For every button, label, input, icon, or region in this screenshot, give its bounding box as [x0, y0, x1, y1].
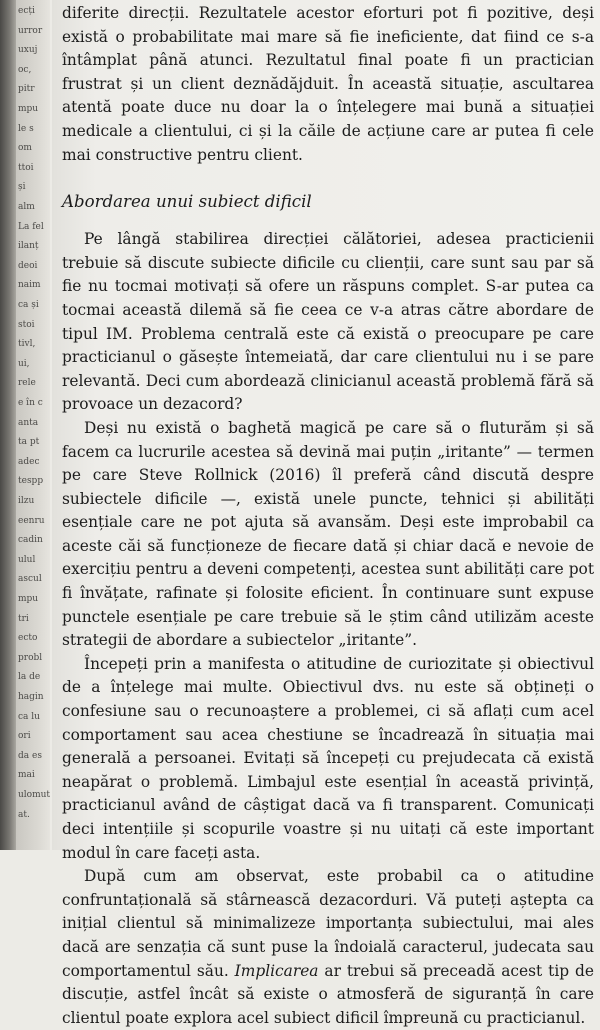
margin-fragment: hagin	[18, 692, 44, 702]
paragraph-4-text-before: După cum am observat, este probabil ca o atitudine confruntațională să stârnească dezacorduri. Vă puteți aștepta ca inițial clientul să minimalizeze importanța subiectului, mai ales dacă are senzația că sunt puse la îndoială caracterul, judecata sau comportamentul său.	[62, 867, 594, 980]
margin-fragment: urror	[18, 25, 43, 36]
page-content	[62, 2, 594, 1030]
margin-fragment: deoi	[18, 260, 38, 271]
margin-fragment: ui,	[18, 358, 30, 369]
margin-fragment: probl	[18, 652, 43, 663]
margin-fragment: uxuj	[18, 45, 38, 56]
margin-fragment: da es	[18, 750, 42, 761]
margin-fragment: at.	[18, 809, 30, 820]
margin-fragment: mpu	[18, 594, 39, 604]
margin-fragment: anta	[18, 417, 39, 428]
margin-fragment: tri	[18, 613, 29, 624]
margin-fragment: om	[18, 143, 32, 154]
margin-fragment: naim	[18, 280, 41, 291]
paragraph-4-emphasis: Implicarea	[234, 961, 319, 980]
margin-fragment: ta pt	[18, 437, 40, 448]
margin-fragment: tespp	[18, 476, 44, 487]
book-spine-shadow	[0, 0, 16, 850]
paragraph-3: Începeți prin a manifesta o atitudine de curiozitate și obiectivul de a înțelege mai multe. Obiectivul dvs. nu este să obțineți o confesiune sau o recunoaștere a problemei, ci să aflați cum acel comportament sau acea chestiune se încadrează în situația mai generală a persoanei. Evitați să începeți cu prejudecata că există neapărat o problemă. Limbajul este esențial în această privință, practicianul având de câștigat dacă va fi transparent. Comunicați deci intențiile și scopurile voastre și nu uitați că este important modul în care faceți asta.	[62, 654, 594, 862]
section-heading: Abordarea unui subiect dificil	[62, 192, 312, 212]
margin-fragment: la de	[18, 672, 41, 683]
margin-fragment: ca și	[18, 300, 39, 310]
previous-page-margin	[16, 0, 50, 850]
margin-fragment: rele	[18, 378, 36, 389]
margin-fragment: cadin	[18, 535, 43, 546]
margin-fragment: le s	[18, 123, 34, 134]
margin-fragment: ecto	[18, 633, 38, 644]
paragraph-4-text-after: ar trebui să preceadă acest tip de discuție, astfel încât să existe o atmosferă de siguranță în care clientul poate explora acel subiect dificil împreună cu practicianul.	[62, 961, 594, 1027]
margin-fragment: tivl,	[18, 339, 36, 350]
margin-fragment: ascul	[18, 574, 42, 585]
margin-fragment: ulomut	[18, 790, 50, 800]
margin-fragment: mpu	[18, 104, 39, 114]
margin-fragment: ecți	[18, 6, 35, 16]
book-page	[52, 0, 600, 1027]
margin-fragment: ori	[18, 731, 31, 742]
margin-fragment: e în c	[18, 398, 43, 408]
margin-fragment: ttoi	[18, 162, 34, 173]
margin-fragment: ilzu	[18, 496, 35, 506]
margin-fragment: alm	[18, 202, 35, 212]
margin-fragment: mai	[18, 770, 35, 781]
margin-fragment: oc,	[18, 64, 32, 75]
margin-fragment: adec	[18, 456, 40, 467]
paragraph-intro: diferite direcții. Rezultatele acestor eforturi pot fi pozitive, deși există o probabilitate mai mare să fie ineficiente, dat fiind ce s-a întâmplat până atunci. Rezultatul final poate fi un practician frustrat și un client deznădăjduit. În această situație, ascultarea atentă poate duce nu doar la o înțelegere mai bună a situației medicale a clientului, ci și la căile de acțiune care ar putea fi cele mai constructive pentru client.	[62, 4, 594, 164]
margin-fragment: ilanț	[18, 241, 39, 252]
margin-fragment: pitr	[18, 84, 35, 95]
paragraph-1: Pe lângă stabilirea direcției călătoriei, adesea practicienii trebuie să discute subiecte dificile cu clienții, care sunt sau par să fie nu tocmai motivați să ofere un răspuns complet. S-ar putea ca tocmai această dilemă să fie ceea ce v-a atras către abordare de tipul IM. Problema centrală este că există o preocupare pe care practicianul o găsește întemeiată, dar care clientului nu i se pare relevantă. Deci cum abordează clinicianul această problemă fără să provoace un dezacord?	[62, 230, 594, 414]
margin-fragment: La fel	[18, 221, 44, 232]
margin-fragment: ca lu	[18, 711, 40, 722]
margin-fragment: ulul	[18, 554, 36, 565]
margin-fragment: stoi	[18, 319, 35, 330]
paragraph-4	[62, 865, 594, 1030]
paragraph-2: Deși nu există o baghetă magică pe care să o fluturăm și să facem ca lucrurile acestea să devină mai puțin „iritante” — termen pe care Steve Rollnick (2016) îl preferă când discută despre subiectele dificile —, există unele puncte, tehnici și abilități esențiale care ne pot ajuta să avansăm. Deși este improbabil ca aceste căi să funcționeze de fiecare dată și chiar dacă e nevoie de exercițiu pentru a deveni competenți, acestea sunt abilități care pot fi învățate, rafinate și folosite eficient. În continuare sunt expuse punctele esențiale pe care trebuie să le știm când utilizăm aceste strategii de abordare a subiectelor „iritante”.	[62, 418, 594, 650]
margin-fragment: eenru	[18, 515, 45, 526]
margin-fragment: și	[18, 182, 26, 193]
